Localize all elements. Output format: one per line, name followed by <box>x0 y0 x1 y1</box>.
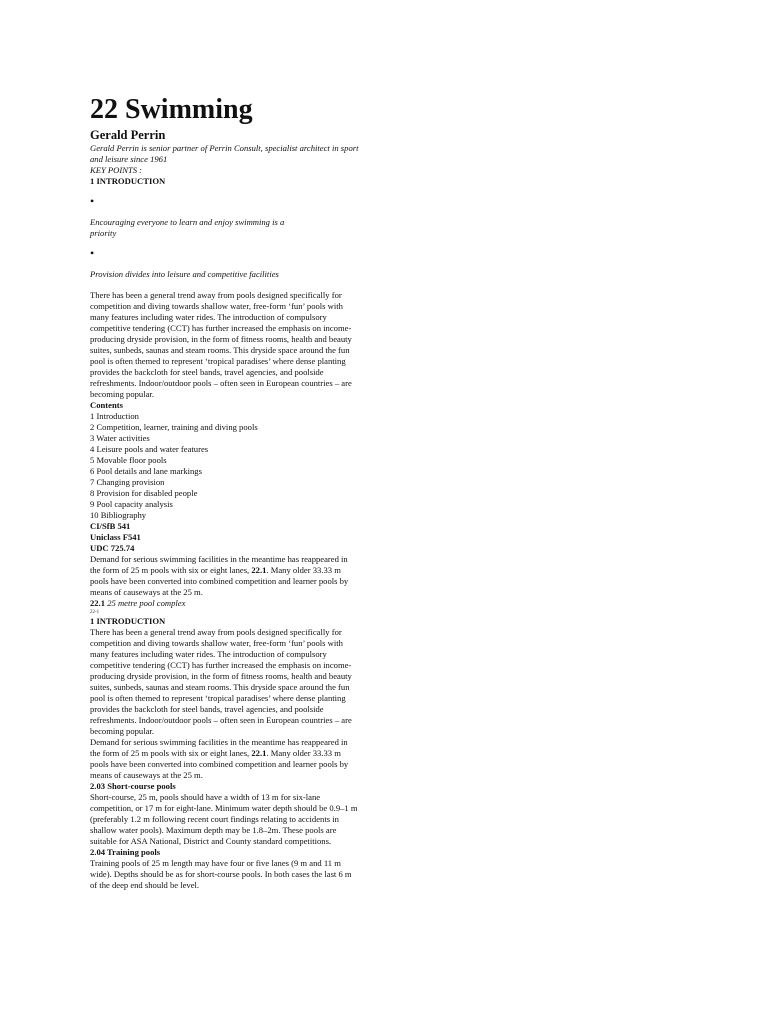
intro-heading: 1 INTRODUCTION <box>90 176 166 186</box>
contents-item: 8 Provision for disabled people <box>90 488 198 498</box>
contents-item: 1 Introduction <box>90 411 139 421</box>
contents-item: 4 Leisure pools and water features <box>90 444 209 454</box>
contents-item: 7 Changing provision <box>90 477 165 487</box>
section-heading-short-course: 2.03 Short-course pools <box>90 781 176 791</box>
intro-heading-2: 1 INTRODUCTION <box>90 616 166 626</box>
contents-item: 2 Competition, learner, training and diving pools <box>90 422 258 432</box>
figure-id: 22-1 <box>90 610 100 615</box>
bullet-icon: • <box>90 194 95 208</box>
section-text-training: Training pools of 25 m length may have four or five lanes (9 m and 11 m wide). Depths should be as for short-course pools. In both cases the last 6 m of the deep end should be level. <box>90 858 352 890</box>
classification-uniclass: Uniclass F541 <box>90 532 141 542</box>
document-page <box>90 94 360 891</box>
contents-item: 6 Pool details and lane markings <box>90 466 202 476</box>
chapter-title: 22 Swimming <box>90 94 253 125</box>
section-heading-training: 2.04 Training pools <box>90 847 161 857</box>
figure-ref-link[interactable]: 22.1 <box>251 748 267 758</box>
classification-cisfb: CI/SfB 541 <box>90 521 131 531</box>
key-point-2: Provision divides into leisure and competitive facilities <box>90 269 279 279</box>
contents-item: 10 Bibliography <box>90 510 147 520</box>
intro-paragraph: There has been a general trend away from pools designed specifically for competition and diving towards shallow water, free-form ‘fun’ pools with many features including water rides. The introduction of compulsory competitive tendering (CCT) has further increased the emphasis on income-producing dryside provision, in the form of fitness rooms, health and beauty suites, sunbeds, saunas and steam rooms. This dryside space around the fun pool is often themed to represent ‘tropical paradises’ where dense planting provides the backcloth for steel bands, travel agencies, and poolside refreshments. Indoor/outdoor pools – often seen in European countries – are becoming popular. <box>90 290 352 399</box>
key-points-label: KEY POINTS : <box>90 165 143 175</box>
contents-list <box>90 411 360 521</box>
section-text-short-course: Short-course, 25 m, pools should have a width of 13 m for six-lane competition, or 17 m for eight-lane. Minimum water depth should be 0.9–1 m (preferably 1.2 m following recent court findings relating to accidents in shallow water pools). Maximum depth may be 1.8–2m. These pools are suitable for ASA National, District and County standard competitions. <box>90 792 358 846</box>
contents-item: 9 Pool capacity analysis <box>90 499 173 509</box>
contents-label: Contents <box>90 400 123 410</box>
author-bio: Gerald Perrin is senior partner of Perrin Consult, specialist architect in sport and leisure since 1961 <box>90 143 359 164</box>
intro-paragraph-2: There has been a general trend away from pools designed specifically for competition and diving towards shallow water, free-form ‘fun’ pools with many features including water rides. The introduction of compulsory competitive tendering (CCT) has further increased the emphasis on income-producing dryside provision, in the form of fitness rooms, health and beauty suites, sunbeds, saunas and steam rooms. This dryside space around the fun pool is often themed to represent ‘tropical paradises’ where dense planting provides the backcloth for steel bands, travel agencies, and poolside refreshments. Indoor/outdoor pools – often seen in European countries – are becoming popular. <box>90 627 352 736</box>
figure-caption: 22.1 25 metre pool complex <box>90 598 186 608</box>
bullet-icon: • <box>90 246 95 260</box>
author-name: Gerald Perrin <box>90 128 166 142</box>
classification-udc: UDC 725.74 <box>90 543 135 553</box>
demand-paragraph: Demand for serious swimming facilities in the meantime has reappeared in the form of 25 m pools with six or eight lanes, 22.1. Many older 33.33 m pools have been converted into combined competition and learner pools by means of causeways at the 25 m. <box>90 554 349 597</box>
figure-ref-link[interactable]: 22.1 <box>251 565 267 575</box>
demand-paragraph-2: Demand for serious swimming facilities in the meantime has reappeared in the form of 25 m pools with six or eight lanes, 22.1. Many older 33.33 m pools have been converted into combined competition and learner pools by means of causeways at the 25 m. <box>90 737 349 780</box>
contents-item: 3 Water activities <box>90 433 150 443</box>
key-point-1: Encouraging everyone to learn and enjoy swimming is a priority <box>90 217 285 238</box>
contents-item: 5 Movable floor pools <box>90 455 167 465</box>
